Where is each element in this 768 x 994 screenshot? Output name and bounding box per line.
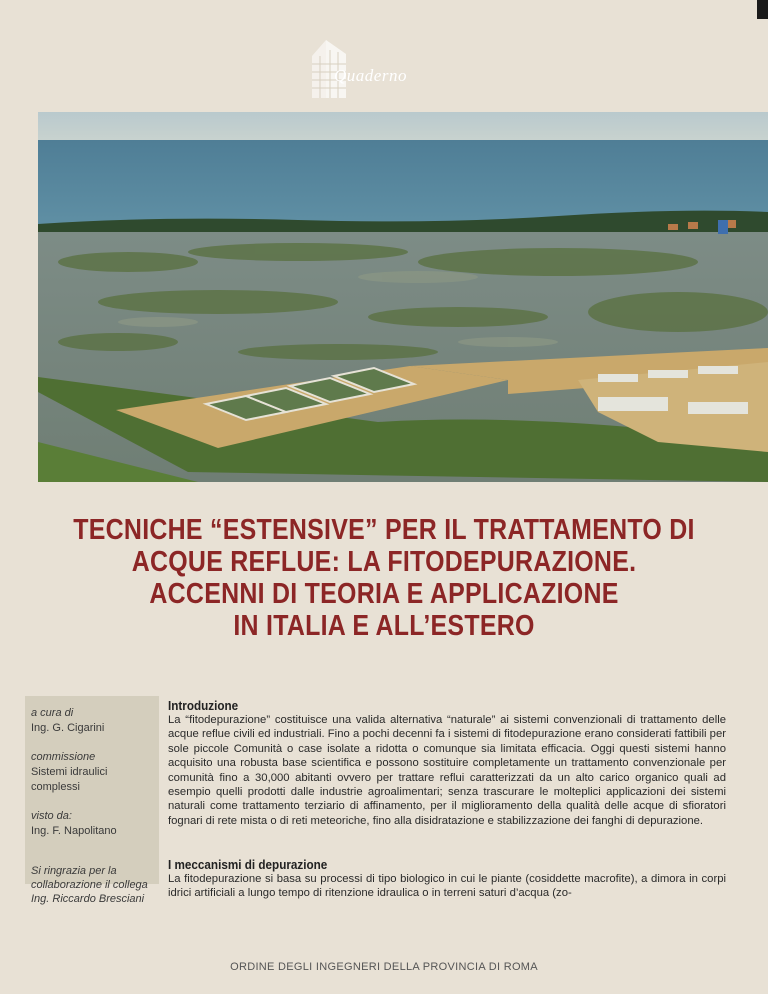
page-footer: ORDINE DEGLI INGEGNERI DELLA PROVINCIA DI ROMA bbox=[230, 961, 538, 973]
logo-label: Quaderno bbox=[334, 66, 407, 85]
section-heading-introduzione: Introduzione bbox=[168, 698, 239, 713]
curated-label: a cura di bbox=[31, 707, 74, 719]
title-line: TECNICHE “ESTENSIVE” PER IL TRATTAMENTO DI bbox=[73, 514, 695, 546]
corner-tab bbox=[757, 0, 768, 19]
curated-value: Ing. G. Cigarini bbox=[31, 722, 105, 734]
title-line: IN ITALIA E ALL’ESTERO bbox=[233, 610, 535, 642]
article-title bbox=[71, 514, 697, 642]
reviewed-value: Ing. F. Napolitano bbox=[31, 825, 117, 837]
commission-value: complessi bbox=[31, 781, 80, 793]
commission-value: Sistemi idraulici bbox=[31, 766, 108, 778]
ack-line: collaborazione il collega bbox=[31, 879, 148, 891]
section-text-introduzione: La “fitodepurazione” costituisce una valida alternativa “naturale” ai sistemi convenzionali di trattamento delle acque reflue civili ed industriali. Fino a pochi decenni fa i sistemi di fitodepurazione erano considerati fattibili per sole piccole Comunità o case isolate a ridotta o comunque sia limitata efficacia. Oggi questi sistemi hanno acquisito una robusta base scientifica e possono sostituire completamente un trattamento convenzionale per comunità fino a 30,000 abitanti ovvero per trattare reflui caratterizzati da un alto carico organico quali ad esempio quelli prodotti dalle industrie agroalimentari; senza trascurare le molteplici applicazioni dei sistemi naturali come trattamento terziario di affinamento, per il miglioramento della qualità delle acque di sfioratori fognari di rete mista o di reti meteoriche, fino alla disidratazione e stabilizzazione dei fanghi di depurazione. bbox=[168, 714, 726, 827]
credits-sidebar bbox=[25, 696, 159, 884]
section-heading-meccanismi: I meccanismi di depurazione bbox=[168, 857, 328, 872]
commission-label: commissione bbox=[31, 751, 96, 763]
section-text-meccanismi: La fitodepurazione si basa su processi di tipo biologico in cui le piante (cosiddette macrofite), a dimora in corpi idrici artificiali a lungo tempo di ritenzione idraulica o in terreni saturi d’acqua (zo- bbox=[168, 873, 726, 900]
acknowledgement bbox=[31, 864, 161, 906]
reviewed-label: visto da: bbox=[31, 810, 72, 822]
title-line: ACCENNI DI TEORIA E APPLICAZIONE bbox=[149, 578, 619, 610]
aerial-wetland-photo bbox=[38, 112, 768, 482]
ack-line: Si ringrazia per la bbox=[31, 865, 117, 877]
quaderno-logo bbox=[306, 36, 426, 106]
ack-line: Ing. Riccardo Bresciani bbox=[31, 893, 145, 905]
title-line: ACQUE REFLUE: LA FITODEPURAZIONE. bbox=[131, 546, 637, 578]
